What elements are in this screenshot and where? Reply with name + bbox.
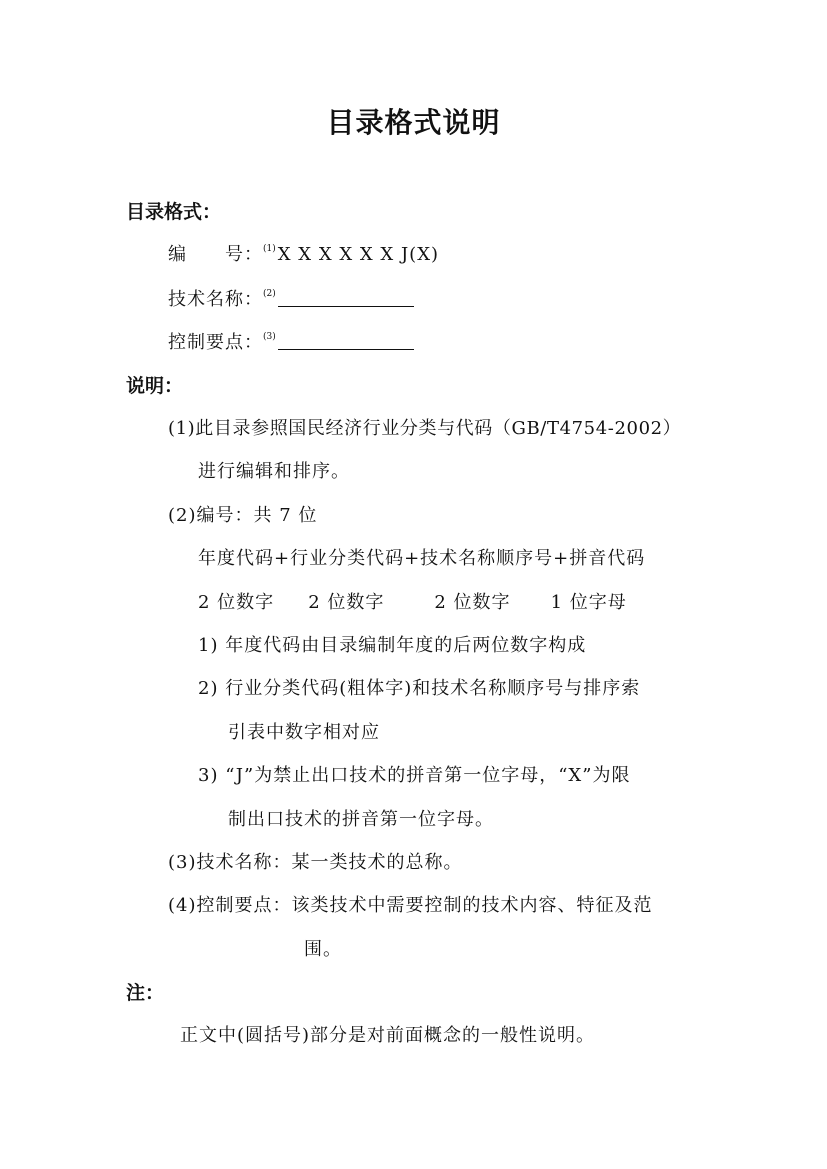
name-blank-line (278, 292, 414, 307)
item2-formula: 年度代码+行业分类代码+技术名称顺序号+拼音代码 (198, 548, 646, 569)
sub2-line1: 2) 行业分类代码(粗体字)和技术名称顺序号与排序索 (198, 678, 641, 699)
name-label: 技术名称： (168, 289, 263, 310)
item1-line1: (1)此目录参照国民经济行业分类与代码（GB/T4754-2002） (168, 418, 682, 439)
control-label: 控制要点： (168, 332, 263, 353)
format-heading: 目录格式： (126, 201, 222, 223)
item4-line2: 围。 (304, 939, 342, 960)
control-note: (3) (263, 332, 276, 342)
item1-line2: 进行编辑和排序。 (198, 461, 350, 482)
digits-pinyin: 1 位字母 (550, 592, 627, 613)
sub2-line2: 引表中数字相对应 (228, 722, 380, 743)
name-row (168, 285, 414, 311)
control-blank-line (278, 335, 414, 350)
item2-digits-row (198, 588, 627, 614)
sub3-line2: 制出口技术的拼音第一位字母。 (228, 809, 494, 830)
sub1: 1) 年度代码由目录编制年度的后两位数字构成 (198, 635, 587, 656)
digits-industry: 2 位数字 (308, 592, 385, 613)
item2: (2)编号：共 7 位 (168, 505, 318, 526)
number-value: X X X X X X J(X) (277, 244, 440, 265)
note-heading: 注： (126, 982, 165, 1004)
note-text: 正文中(圆括号)部分是对前面概念的一般性说明。 (180, 1025, 596, 1046)
digits-year: 2 位数字 (198, 592, 275, 613)
digits-sequence: 2 位数字 (434, 592, 511, 613)
number-label: 编 号： (168, 244, 263, 265)
item3: (3)技术名称：某一类技术的总称。 (168, 852, 463, 873)
item4-line1: (4)控制要点：该类技术中需要控制的技术内容、特征及范 (168, 895, 653, 916)
number-note: (1) (263, 244, 276, 254)
sub3-line1: 3) “J”为禁止出口技术的拼音第一位字母，“X”为限 (198, 765, 631, 786)
name-note: (2) (263, 289, 276, 299)
page-title: 目录格式说明 (326, 106, 501, 139)
explanation-heading: 说明： (126, 375, 184, 397)
number-row (168, 240, 439, 266)
control-row (168, 328, 414, 354)
